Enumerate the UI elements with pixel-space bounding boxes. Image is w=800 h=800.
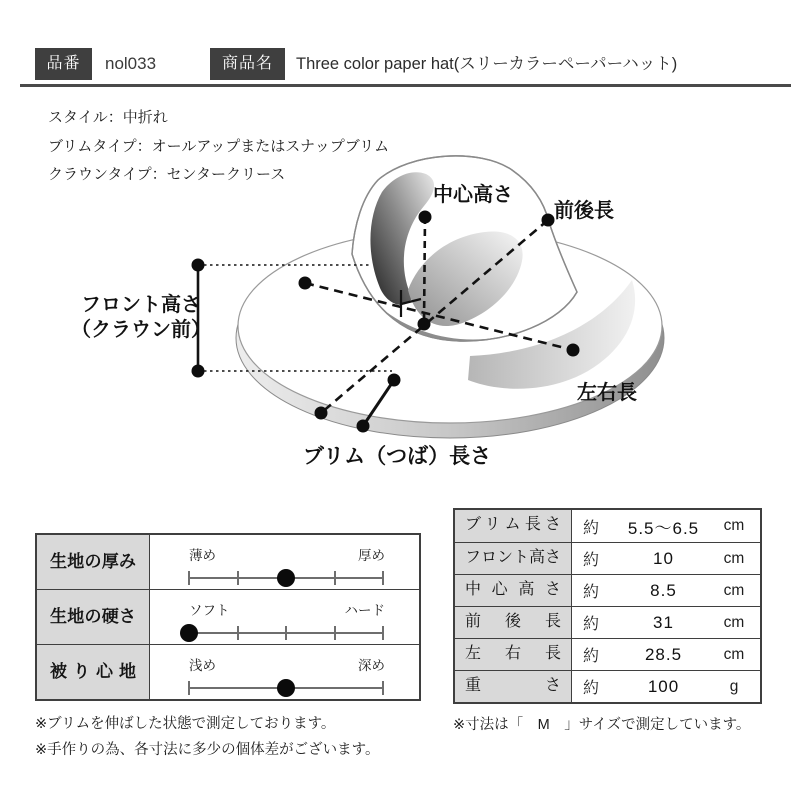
- size-unit: cm: [723, 581, 745, 599]
- slider-min-label: 薄め: [189, 548, 216, 563]
- size-unit: cm: [723, 517, 745, 534]
- size-unit: g: [729, 677, 739, 695]
- size-table: [453, 508, 762, 704]
- footnote-size-m: ※寸法は「 M 」サイズで測定しています。: [453, 717, 751, 733]
- feature-slider-hardness: [150, 589, 419, 644]
- approx-prefix: 約: [583, 648, 600, 665]
- size-unit: cm: [723, 549, 745, 567]
- size-row-label: 前後長: [455, 606, 572, 638]
- feature-row-label: 生地の厚み: [37, 535, 150, 589]
- feature-row-label: 被り心地: [37, 644, 150, 699]
- size-unit: cm: [723, 613, 745, 631]
- size-row-value: [572, 510, 760, 542]
- slider-min-label: 浅め: [189, 658, 216, 673]
- size-row-value: [572, 574, 760, 606]
- label-front-height-2: （クラウン前）: [71, 319, 211, 341]
- spec-crown-type: クラウンタイプ：センタークリース: [48, 166, 286, 183]
- approx-prefix: 約: [583, 680, 600, 697]
- spec-style: スタイル：中折れ: [48, 109, 168, 126]
- approx-prefix: 約: [583, 584, 600, 601]
- size-row-label: ブリム長さ: [455, 510, 572, 542]
- size-row-value: [572, 606, 760, 638]
- slider-min-label: ソフト: [189, 603, 230, 618]
- item-number-label: 品番: [35, 48, 92, 80]
- slider-track: [189, 626, 383, 640]
- size-row-label: 中心高さ: [455, 574, 572, 606]
- footnotes-left: [35, 711, 380, 763]
- slider-max-label: 厚め: [358, 548, 385, 563]
- slider-dot: [180, 624, 198, 642]
- label-left-right-length: 左右長: [577, 382, 637, 404]
- feature-row-label: 生地の硬さ: [37, 589, 150, 644]
- size-unit: cm: [723, 645, 745, 663]
- slider-max-label: 深め: [358, 658, 385, 673]
- feature-slider-thickness: [150, 535, 419, 589]
- size-value: 28.5: [644, 644, 683, 664]
- label-front-height-1: フロント高さ: [81, 294, 201, 316]
- label-center-height: 中心高さ: [433, 184, 513, 206]
- slider-dot: [277, 679, 295, 697]
- size-row-label: フロント高さ: [455, 542, 572, 574]
- size-value: 5.5～6.5: [627, 518, 700, 538]
- label-front-back-length: 前後長: [554, 200, 614, 222]
- approx-prefix: 約: [583, 616, 600, 633]
- size-value: 100: [647, 676, 680, 696]
- size-value: 10: [653, 548, 674, 568]
- footnote-handmade: ※手作りの為、各寸法に多少の個体差がございます。: [35, 742, 380, 758]
- size-row-label: 左右長: [455, 638, 572, 670]
- feature-table: [35, 533, 421, 701]
- approx-prefix: 約: [583, 552, 600, 569]
- footnote-brim: ※ブリムを伸ばした状態で測定しております。: [35, 716, 336, 732]
- slider-track: [189, 681, 383, 695]
- size-value: 8.5: [650, 580, 677, 600]
- size-value: 31: [653, 612, 674, 632]
- product-name-value: Three color paper hat(スリーカラーペーパーハット): [296, 55, 678, 73]
- product-name-label: 商品名: [210, 48, 285, 80]
- hat-measurement-diagram: [40, 140, 720, 510]
- slider-track: [189, 571, 383, 585]
- item-number-value: nol033: [105, 54, 157, 73]
- header-divider: [20, 84, 791, 87]
- size-row-value: [572, 542, 760, 574]
- approx-prefix: 約: [583, 519, 600, 537]
- label-brim-length: ブリム（つば）長さ: [302, 445, 492, 468]
- spec-brim-type: ブリムタイプ：オールアップまたはスナップブリム: [48, 137, 390, 155]
- slider-dot: [277, 569, 295, 587]
- slider-max-label: ハード: [344, 603, 385, 618]
- size-row-label: 重さ: [455, 670, 572, 702]
- size-row-value: [572, 638, 760, 670]
- size-row-value: [572, 670, 760, 702]
- feature-slider-fit: [150, 644, 419, 699]
